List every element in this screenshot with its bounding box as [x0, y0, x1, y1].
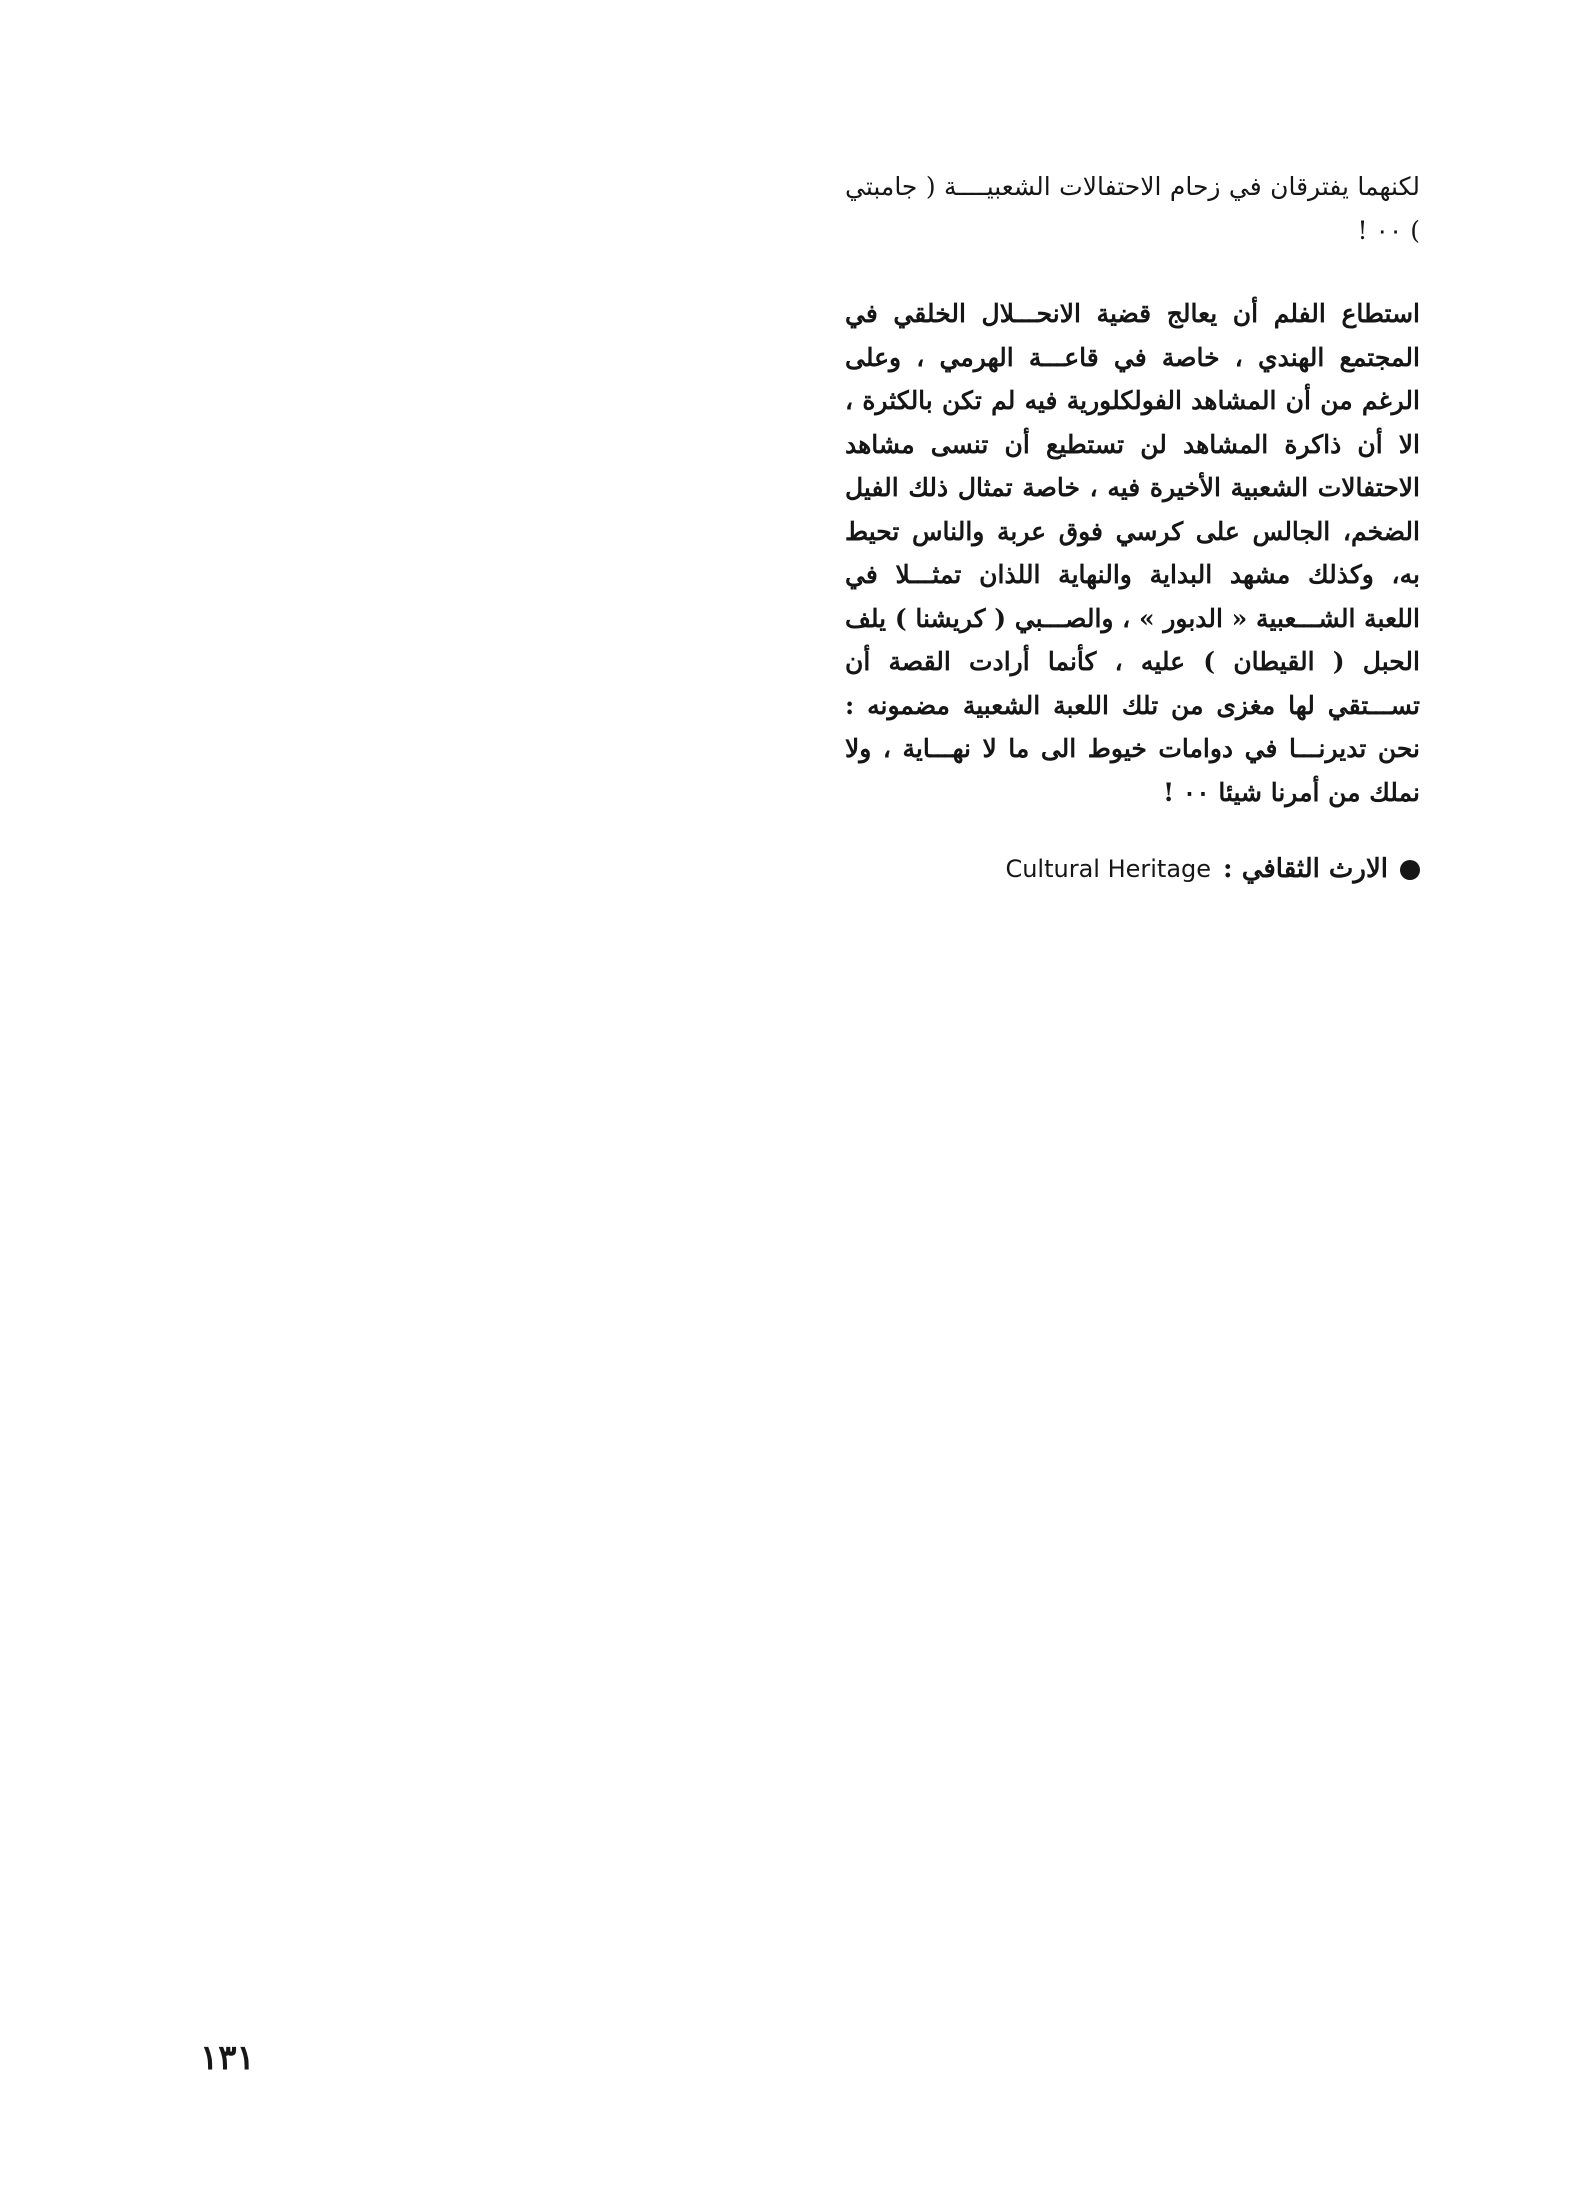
heading-latin: Cultural Heritage: [1005, 855, 1212, 883]
right-column: [845, 165, 1420, 906]
paragraph: لكنهما يفترقان في زحام الاحتفالات الشعبيــــة ( جامبتي ) ٠٠ !: [845, 172, 1420, 245]
page-number: ١٣١: [200, 2038, 255, 2078]
section-heading-cultural-heritage: [845, 848, 1420, 892]
bullet-icon: [1400, 860, 1420, 880]
heading-text: الارث الثقافي :: [1223, 854, 1388, 884]
paragraph: استطاع الفلم أن يعالج قضية الانحـــلال الخلقي في المجتمع الهندي ، خاصة في قاعـــة الهرمي ، وعلى الرغم من أن المشاهد الفولكلورية فيه لم تكن بالكثرة ، الا أن ذاكرة المشاهد لن تستطيع أن تنسى مشاهد الاحتفالات الشعبية الأخيرة فيه ، خاصة تمثال ذلك الفيل الضخم، الجالس على كرسي فوق عربة والناس تحيط به، وكذلك مشهد البداية والنهاية اللذان تمثـــلا في اللعبة الشـــعبية « الدبور » ، والصـــبي ( كريشنا ) يلف الحبل ( القيطان ) عليه ، كأنما أرادت القصة أن تســـتقي لها مغزى من تلك اللعبة الشعبية مضمونه : نحن تديرنـــا في دوامات خيوط الى ما لا نهـــاية ، ولا نملك من أمرنا شيئا ٠٠ !: [845, 299, 1420, 807]
